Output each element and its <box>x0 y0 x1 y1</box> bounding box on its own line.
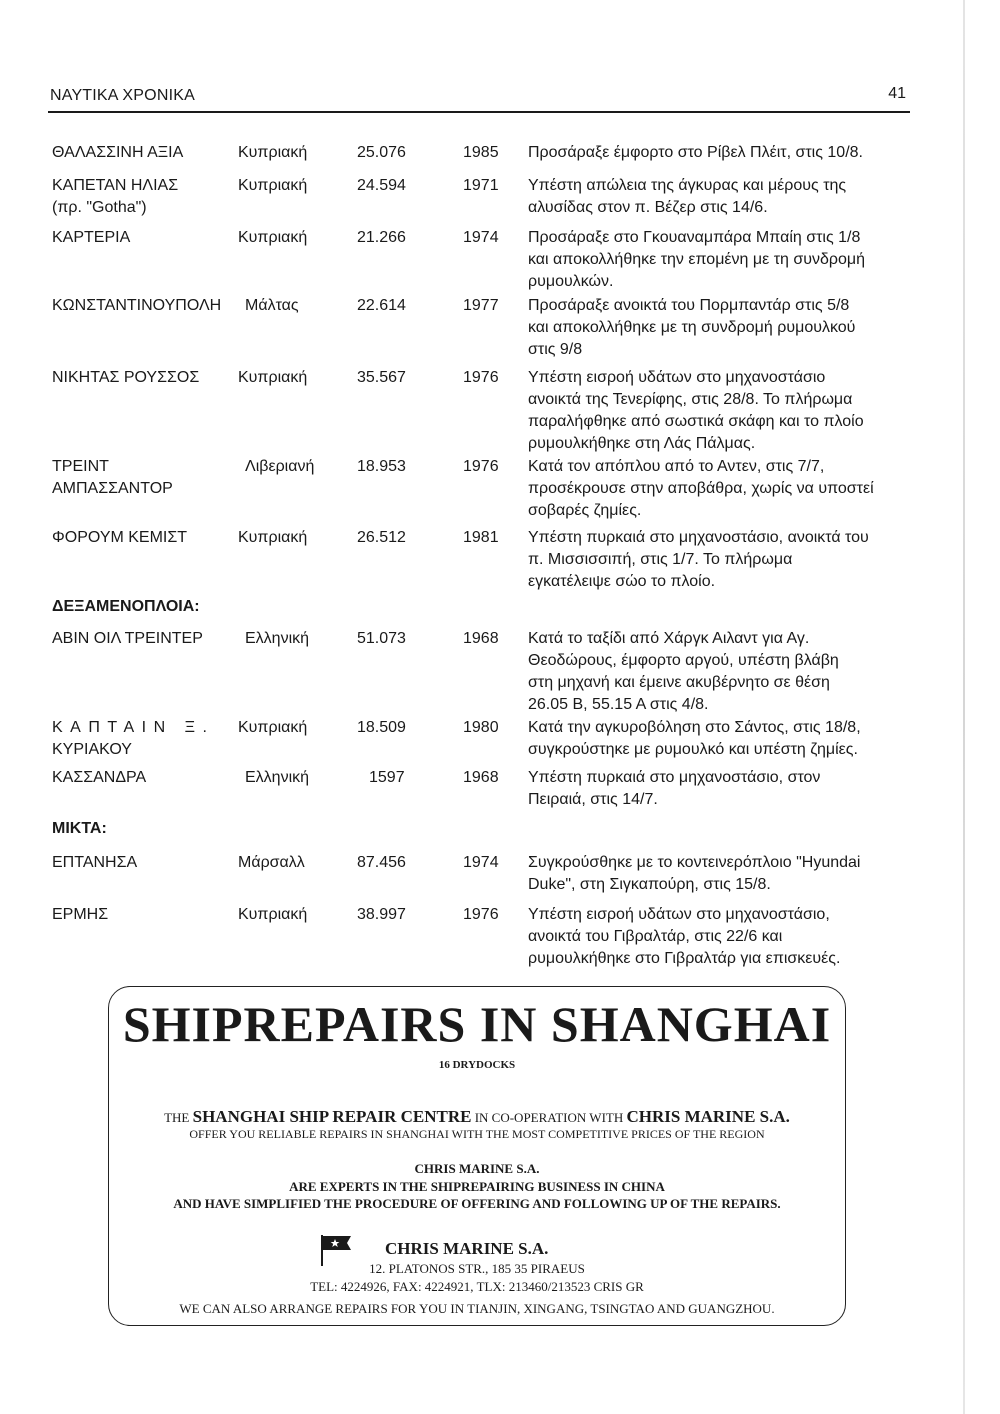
description-line: Υπέστη εισροή υδάτων στο μηχανοστάσιο <box>528 369 826 386</box>
ship-name-line: ΤΡΕΙΝΤ <box>52 458 109 475</box>
incident-description <box>528 767 904 811</box>
ad-partner-line <box>109 1107 845 1127</box>
ship-name: ΚΑΣΣΑΝΔΡΑ <box>52 769 147 786</box>
ship-name: ΝΙΚΗΤΑΣ ΡΟΥΣΣΟΣ <box>52 369 200 386</box>
section-heading-mixed: ΜΙΚΤΑ: <box>52 820 107 837</box>
ship-flag: Ελληνική <box>245 769 310 786</box>
description-line: Υπέστη απώλεια της άγκυρας και μέρους της <box>528 177 847 194</box>
incident-description <box>528 175 904 219</box>
ship-flag: Κυπριακή <box>238 719 308 736</box>
ship-name: ΦΟΡΟΥΜ ΚΕΜΙΣΤ <box>52 529 188 546</box>
ship-year: 1976 <box>463 369 499 386</box>
description-line: αλυσίδας στον π. Βέζερ στις 14/6. <box>528 199 768 216</box>
scan-edge-line <box>963 0 965 1414</box>
ship-name-line: ΚΥΡΙΑΚΟΥ <box>52 741 132 758</box>
ship-tonnage: 87.456 <box>357 854 406 871</box>
description-line: ρυμουλκήθηκε στο Γιβραλτάρ για επισκευές. <box>528 950 841 967</box>
ship-tonnage: 1597 <box>369 769 405 786</box>
ad-experts-line: AND HAVE SIMPLIFIED THE PROCEDURE OF OFFERING AND FOLLOWING UP OF THE REPAIRS. <box>173 1196 781 1211</box>
description-line: εγκατέλειψε σώο το πλοίο. <box>528 573 716 590</box>
description-line: ρυμουλκών. <box>528 273 614 290</box>
description-line: Συγκρούσθηκε με το κοντεινερόπλοιο "Hyundai <box>528 854 861 871</box>
incident-description <box>528 142 904 164</box>
description-line: ανοικτά της Τενερίφης, στις 28/8. Το πλήρωμα <box>528 391 853 408</box>
ad-address: 12. PLATONOS STR., 185 35 PIRAEUS <box>369 1261 585 1276</box>
ship-tonnage: 26.512 <box>357 529 406 546</box>
description-line: Κατά την αγκυροβόληση στο Σάντος, στις 18/8, <box>528 719 861 736</box>
ship-tonnage: 24.594 <box>357 177 406 194</box>
description-line: ρυμουλκήθηκε στη Λάς Πάλμας. <box>528 435 756 452</box>
ship-year: 1977 <box>463 297 499 314</box>
description-line: Υπέστη πυρκαιά στο μηχανοστάσιο, στον <box>528 769 821 786</box>
journal-title: ΝΑΥΤΙΚΑ ΧΡΟΝΙΚΑ <box>50 87 195 104</box>
ship-year: 1980 <box>463 719 499 736</box>
ship-tonnage: 38.997 <box>357 906 406 923</box>
incident-description <box>528 295 904 361</box>
ship-name: ΑΒΙΝ ΟΙΛ ΤΡΕΙΝΤΕΡ <box>52 630 203 647</box>
incident-description <box>528 717 904 761</box>
ship-tonnage: 51.073 <box>357 630 406 647</box>
ship-flag: Κυπριακή <box>238 906 308 923</box>
description-line: Υπέστη εισροή υδάτων στο μηχανοστάσιο, <box>528 906 830 923</box>
ad-experts-line: ARE EXPERTS IN THE SHIPREPAIRING BUSINESS IN CHINA <box>289 1179 665 1194</box>
ship-flag: Κυπριακή <box>238 529 308 546</box>
ship-flag: Μάρσαλλ <box>238 854 305 871</box>
description-line: Υπέστη πυρκαιά στο μηχανοστάσιο, ανοικτά του <box>528 529 869 546</box>
ship-year: 1968 <box>463 769 499 786</box>
ship-tonnage: 18.953 <box>357 458 406 475</box>
ship-name: ΕΠΤΑΝΗΣΑ <box>52 854 138 871</box>
ship-name: ΚΑΡΤΕΡΙΑ <box>52 229 131 246</box>
ship-flag: Ελληνική <box>245 630 310 647</box>
ship-name <box>52 717 234 761</box>
description-line: Κατά τον απόπλου από το Αντεν, στις 7/7, <box>528 458 825 475</box>
ship-name <box>52 456 234 500</box>
section-heading-tankers: ΔΕΞΑΜΕΝΟΠΛΟΙΑ: <box>52 598 200 615</box>
ship-year: 1976 <box>463 906 499 923</box>
incident-description <box>528 527 904 593</box>
incident-description <box>528 628 904 716</box>
ad-experts-line: CHRIS MARINE S.A. <box>414 1161 540 1176</box>
ad-drydocks: 16 DRYDOCKS <box>438 1059 516 1071</box>
page-header <box>48 85 910 113</box>
ship-tonnage: 22.614 <box>357 297 406 314</box>
ship-name-line: (πρ. "Gotha") <box>52 199 147 216</box>
description-line: 26.05 Β, 55.15 Α στις 4/8. <box>528 696 709 713</box>
ship-tonnage: 25.076 <box>357 144 406 161</box>
incident-description <box>528 227 904 293</box>
ad-footer: WE CAN ALSO ARRANGE REPAIRS FOR YOU IN TIANJIN, XINGANG, TSINGTAO AND GUANGZHOU. <box>179 1301 775 1316</box>
ship-year: 1985 <box>463 144 499 161</box>
description-line: και αποκολλήθηκε την επομένη με τη συνδρομή <box>528 251 865 268</box>
description-line: συγκρούστηκε με ρυμουλκό και υπέστη ζημίες. <box>528 741 858 758</box>
ship-name: ΕΡΜΗΣ <box>52 906 109 923</box>
description-line: παραλήφθηκε από σωστικά σκάφη και το πλοίο <box>528 413 864 430</box>
ship-year: 1974 <box>463 229 499 246</box>
ad-headline: SHIPREPAIRS IN SHANGHAI <box>122 996 832 1052</box>
ad-partner-company: CHRIS MARINE S.A. <box>626 1107 790 1126</box>
ship-name-line: ΑΜΠΑΣΣΑΝΤΟΡ <box>52 480 173 497</box>
description-line: Θεοδώρους, έμφορτο αργού, υπέστη βλάβη <box>528 652 839 669</box>
ship-name <box>52 175 234 219</box>
incident-description <box>528 456 904 522</box>
ship-tonnage: 18.509 <box>357 719 406 736</box>
ad-partner-name: SHANGHAI SHIP REPAIR CENTRE <box>192 1107 472 1126</box>
description-line: Προσάραξε ανοικτά του Πορμπαντάρ στις 5/8 <box>528 297 850 314</box>
ship-name: ΚΩΝΣΤΑΝΤΙΝΟΥΠΟΛΗ <box>52 297 222 314</box>
ad-offer: OFFER YOU RELIABLE REPAIRS IN SHANGHAI WITH THE MOST COMPETITIVE PRICES OF THE REGION <box>189 1127 765 1141</box>
ad-partner-pre: THE <box>164 1110 190 1125</box>
ship-year: 1968 <box>463 630 499 647</box>
ship-flag: Κυπριακή <box>238 177 308 194</box>
ship-flag: Κυπριακή <box>238 369 308 386</box>
description-line: και αποκολλήθηκε με τη συνδρομή ρυμουλκού <box>528 319 856 336</box>
ship-year: 1974 <box>463 854 499 871</box>
description-line: ανοικτά του Γιβραλτάρ, στις 22/6 και <box>528 928 783 945</box>
description-line: σοβαρές ζημίες. <box>528 502 642 519</box>
ad-contacts: TEL: 4224926, FAX: 4224921, TLX: 213460/213523 CRIS GR <box>310 1279 644 1294</box>
description-line: Πειραιά, στις 14/7. <box>528 791 658 808</box>
ship-tonnage: 35.567 <box>357 369 406 386</box>
ship-tonnage: 21.266 <box>357 229 406 246</box>
incident-description <box>528 367 904 455</box>
ship-name: ΘΑΛΑΣΣΙΝΗ ΑΞΙΑ <box>52 144 184 161</box>
incident-description <box>528 904 904 970</box>
ad-partner-mid: IN CO-OPERATION WITH <box>474 1110 624 1125</box>
page-number: 41 <box>888 85 906 102</box>
ship-flag: Κυπριακή <box>238 144 308 161</box>
ad-company-name: CHRIS MARINE S.A. <box>385 1239 549 1258</box>
incident-description <box>528 852 904 896</box>
description-line: Duke", στη Σιγκαπούρη, στις 15/8. <box>528 876 771 893</box>
ship-name-line: ΚΑΠΤΑΙΝ Ξ. <box>52 719 215 736</box>
description-line: στη μηχανή και έμεινε ακυβέρνητο σε θέση <box>528 674 830 691</box>
ship-year: 1981 <box>463 529 499 546</box>
description-line: προσέκρουσε στην αποβάθρα, χωρίς να υποστεί <box>528 480 874 497</box>
ship-flag: Κυπριακή <box>238 229 308 246</box>
ship-year: 1976 <box>463 458 499 475</box>
description-line: στις 9/8 <box>528 341 583 358</box>
description-line: Προσάραξε έμφορτο στο Ρίβελ Πλέιτ, στις 10/8. <box>528 144 863 161</box>
shiprepair-advertisement <box>108 986 846 1326</box>
ship-year: 1971 <box>463 177 499 194</box>
ship-flag: Μάλτας <box>245 297 299 314</box>
description-line: π. Μισσισσιπή, στις 1/7. Το πλήρωμα <box>528 551 793 568</box>
ship-name-line: ΚΑΠΕΤΑΝ ΗΛΙΑΣ <box>52 177 179 194</box>
description-line: Κατά το ταξίδι από Χάργκ Αιλαντ για Αγ. <box>528 630 810 647</box>
ship-flag: Λιβεριανή <box>245 458 315 475</box>
description-line: Προσάραξε στο Γκουαναμπάρα Μπαίη στις 1/8 <box>528 229 861 246</box>
